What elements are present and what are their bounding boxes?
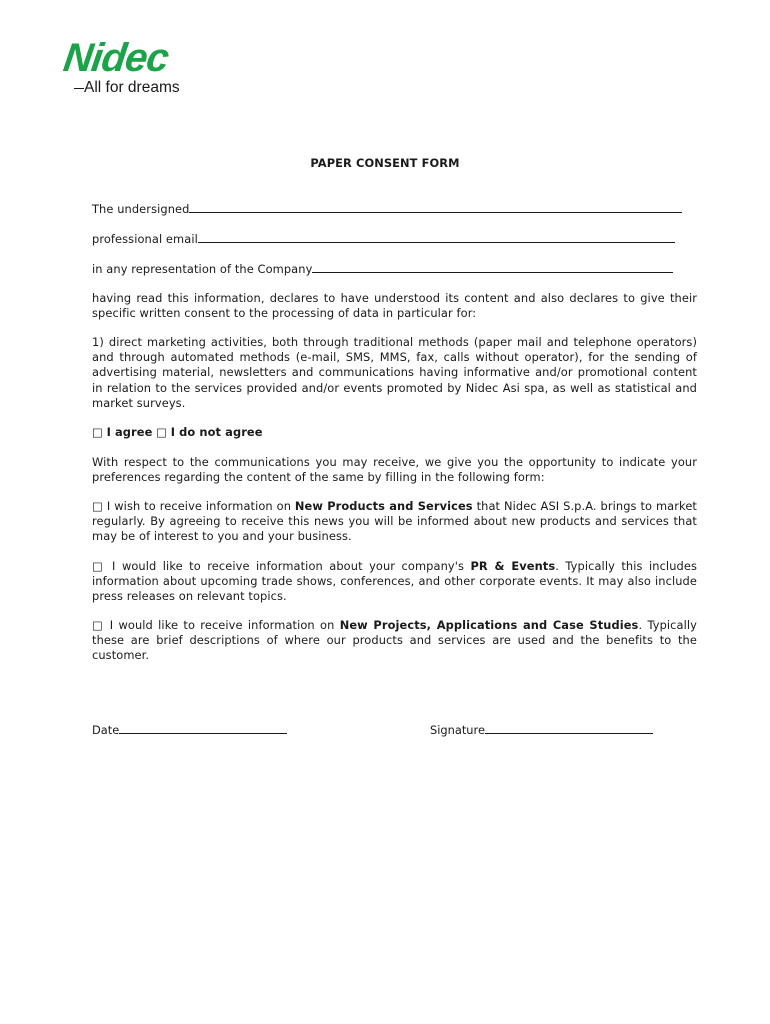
option-checkbox[interactable]: □ <box>92 559 106 573</box>
option-projects: □ I would like to receive information on New Projects, Applications and Case Studies. Typically these are brief descriptions of where our products and services are used and the benefits to the customer. <box>92 618 697 663</box>
undersigned-input-line[interactable] <box>189 201 682 213</box>
tagline-dash-icon <box>74 88 84 89</box>
email-field <box>92 231 697 247</box>
preferences-intro: With respect to the communications you may receive, we give you the opportunity to indicate your preferences regarding the content of the same by filling in the following form: <box>92 455 697 485</box>
purpose-paragraph: 1) direct marketing activities, both through traditional methods (paper mail and telephone operators) and through automated methods (e-mail, SMS, MMS, fax, calls without operator), for the sending of advertising material, newsletters and communications having informative and/or promotional content in relation to the services provided and/or events promoted by Nidec Asi spa, as well as statistical and market surveys. <box>92 335 697 410</box>
date-field <box>92 722 287 737</box>
form-title: PAPER CONSENT FORM <box>310 156 460 170</box>
company-input-line[interactable] <box>312 261 673 273</box>
undersigned-label: The undersigned <box>92 202 190 216</box>
logo-tagline: All for dreams <box>74 79 180 97</box>
agree-label: I agree <box>106 425 153 439</box>
company-label: in any representation of the Company <box>92 262 313 276</box>
company-field <box>92 261 697 277</box>
signature-label: Signature <box>430 723 485 737</box>
option-checkbox[interactable]: □ <box>92 499 104 513</box>
disagree-checkbox[interactable]: □ <box>156 425 168 439</box>
email-input-line[interactable] <box>198 231 675 243</box>
option-new-products: □ I wish to receive information on New Products and Services that Nidec ASI S.p.A. brings to market regularly. By agreeing to receive this news you will be informed about new products and services that may be of interest to you and your business. <box>92 499 697 544</box>
intro-paragraph: having read this information, declares to have understood its content and also declares to give their specific written consent to the processing of data in particular for: <box>92 291 697 321</box>
date-label: Date <box>92 723 120 737</box>
undersigned-field <box>92 201 697 217</box>
logo-wordmark: Nidec <box>60 36 172 80</box>
signature-input-line[interactable] <box>485 722 653 734</box>
signature-field <box>430 722 653 737</box>
consent-choice <box>92 425 697 440</box>
option-checkbox[interactable]: □ <box>92 618 105 632</box>
date-input-line[interactable] <box>119 722 287 734</box>
disagree-label: I do not agree <box>170 425 263 439</box>
agree-checkbox[interactable]: □ <box>92 425 103 439</box>
email-label: professional email <box>92 232 198 246</box>
nidec-logo <box>62 38 212 96</box>
option-pr-events: □ I would like to receive information about your company's PR & Events. Typically this includes information about upcoming trade shows, conferences, and other corporate events. It may also include press releases on relevant topics. <box>92 559 697 604</box>
